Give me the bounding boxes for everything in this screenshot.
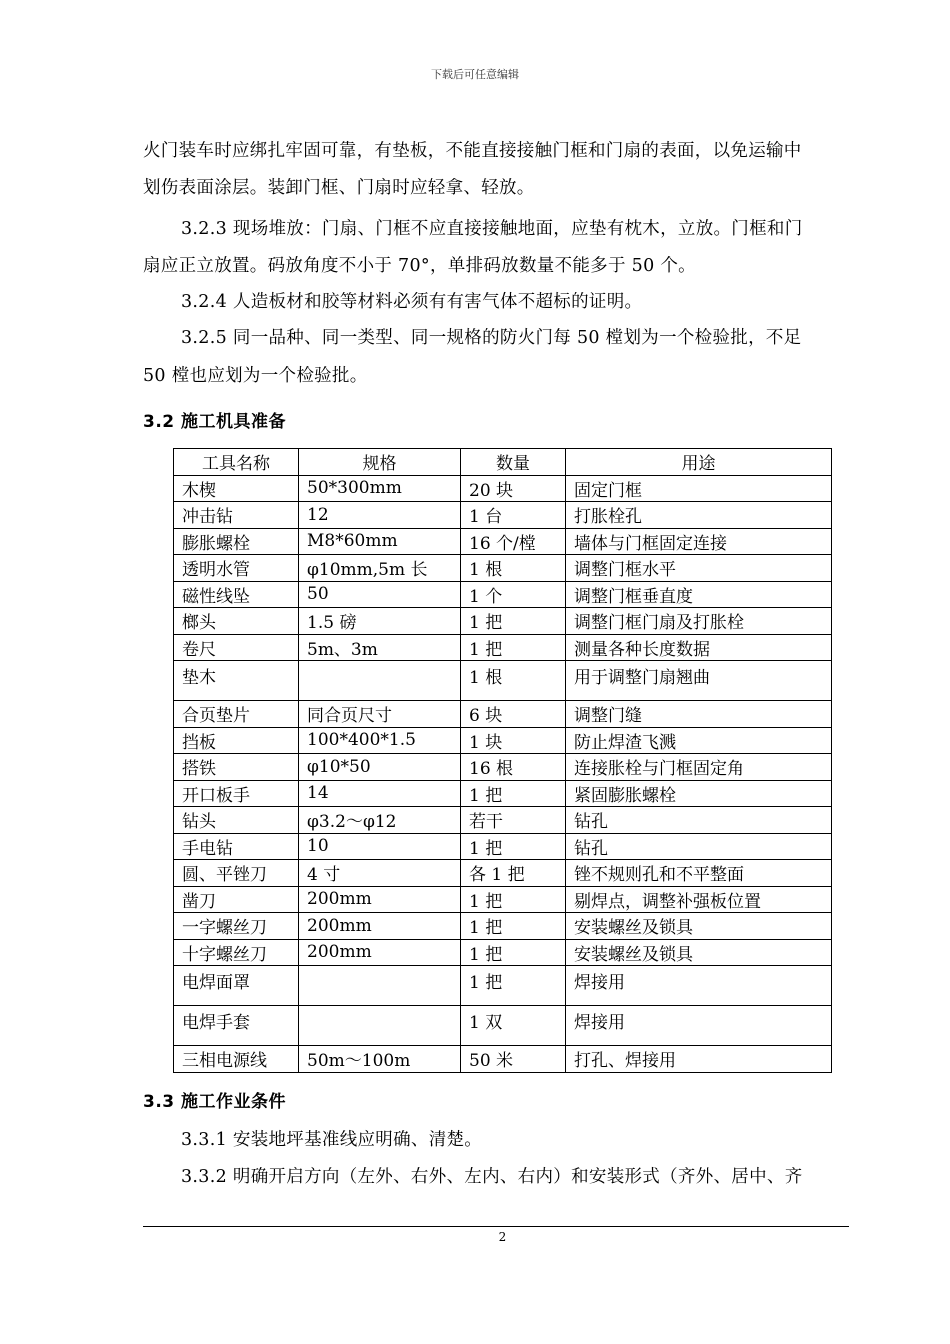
- cell-tool-name: 圆、平锉刀: [174, 860, 299, 887]
- cell-quantity: 1 把: [461, 966, 566, 1006]
- tools-table: [173, 448, 832, 1073]
- cell-tool-name: 手电钻: [174, 833, 299, 860]
- cell-quantity: 16 根: [461, 754, 566, 781]
- column-header: 规格: [299, 449, 461, 476]
- paragraph-line: 50 樘也应划为一个检验批。: [143, 366, 368, 386]
- cell-tool-name: 卷尺: [174, 634, 299, 661]
- table-row: [174, 780, 832, 807]
- cell-quantity: 1 个: [461, 581, 566, 608]
- cell-spec: φ10*50: [299, 754, 461, 781]
- table-row: [174, 608, 832, 635]
- paragraph-line: 3.2.5 同一品种、同一类型、同一规格的防火门每 50 樘划为一个检验批，不足: [181, 328, 802, 348]
- cell-purpose: 打孔、焊接用: [566, 1046, 832, 1073]
- table-row: [174, 502, 832, 529]
- table-row: [174, 528, 832, 555]
- cell-tool-name: 合页垫片: [174, 701, 299, 728]
- cell-tool-name: 透明水管: [174, 555, 299, 582]
- table-row: [174, 966, 832, 1006]
- cell-purpose: 固定门框: [566, 475, 832, 502]
- cell-purpose: 焊接用: [566, 1006, 832, 1046]
- cell-purpose: 安装螺丝及锁具: [566, 939, 832, 966]
- cell-tool-name: 垫木: [174, 661, 299, 701]
- cell-spec: [299, 1006, 461, 1046]
- cell-purpose: 焊接用: [566, 966, 832, 1006]
- cell-purpose: 调整门缝: [566, 701, 832, 728]
- table-row: [174, 833, 832, 860]
- cell-spec: 200mm: [299, 886, 461, 913]
- cell-spec: 5m、3m: [299, 634, 461, 661]
- cell-purpose: 紧固膨胀螺栓: [566, 780, 832, 807]
- table-row: [174, 939, 832, 966]
- cell-quantity: 若干: [461, 807, 566, 834]
- table-row: [174, 661, 832, 701]
- cell-purpose: 调整门框水平: [566, 555, 832, 582]
- table-row: [174, 913, 832, 940]
- cell-spec: 200mm: [299, 939, 461, 966]
- cell-quantity: 1 把: [461, 634, 566, 661]
- cell-purpose: 连接胀栓与门框固定角: [566, 754, 832, 781]
- paragraph-line: 扇应正立放置。码放角度不小于 70°，单排码放数量不能多于 50 个。: [143, 256, 696, 276]
- cell-tool-name: 木楔: [174, 475, 299, 502]
- cell-spec: φ3.2～φ12: [299, 807, 461, 834]
- cell-spec: M8*60mm: [299, 528, 461, 555]
- column-header: 数量: [461, 449, 566, 476]
- cell-spec: 50*300mm: [299, 475, 461, 502]
- table-row: [174, 581, 832, 608]
- cell-purpose: 调整门框门扇及打胀栓: [566, 608, 832, 635]
- cell-tool-name: 电焊面罩: [174, 966, 299, 1006]
- cell-tool-name: 三相电源线: [174, 1046, 299, 1073]
- cell-quantity: 16 个/樘: [461, 528, 566, 555]
- cell-spec: 14: [299, 780, 461, 807]
- cell-tool-name: 榔头: [174, 608, 299, 635]
- cell-tool-name: 挡板: [174, 727, 299, 754]
- column-header: 用途: [566, 449, 832, 476]
- cell-tool-name: 搭铁: [174, 754, 299, 781]
- table-row: [174, 1006, 832, 1046]
- cell-quantity: 1 把: [461, 833, 566, 860]
- cell-tool-name: 电焊手套: [174, 1006, 299, 1046]
- cell-spec: [299, 966, 461, 1006]
- table-row: [174, 555, 832, 582]
- cell-tool-name: 一字螺丝刀: [174, 913, 299, 940]
- cell-purpose: 锉不规则孔和不平整面: [566, 860, 832, 887]
- cell-purpose: 钻孔: [566, 807, 832, 834]
- cell-tool-name: 磁性线坠: [174, 581, 299, 608]
- table-row: [174, 727, 832, 754]
- cell-spec: φ10mm,5m 长: [299, 555, 461, 582]
- cell-quantity: 1 把: [461, 608, 566, 635]
- cell-quantity: 6 块: [461, 701, 566, 728]
- paragraph-line: 3.2.3 现场堆放：门扇、门框不应直接接触地面，应垫有枕木，立放。门框和门: [181, 219, 803, 239]
- cell-spec: 100*400*1.5: [299, 727, 461, 754]
- cell-spec: 50: [299, 581, 461, 608]
- cell-quantity: 1 把: [461, 886, 566, 913]
- table-row: [174, 475, 832, 502]
- cell-quantity: 1 把: [461, 780, 566, 807]
- section-heading-tools: 3.2 施工机具准备: [143, 412, 287, 432]
- cell-quantity: 各 1 把: [461, 860, 566, 887]
- cell-purpose: 安装螺丝及锁具: [566, 913, 832, 940]
- cell-quantity: 1 台: [461, 502, 566, 529]
- cell-quantity: 50 米: [461, 1046, 566, 1073]
- cell-spec: 12: [299, 502, 461, 529]
- cell-tool-name: 冲击钻: [174, 502, 299, 529]
- cell-spec: 10: [299, 833, 461, 860]
- table-header-row: [174, 449, 832, 476]
- page-header: 下载后可任意编辑: [431, 68, 519, 81]
- cell-purpose: 防止焊渣飞溅: [566, 727, 832, 754]
- cell-spec: 同合页尺寸: [299, 701, 461, 728]
- cell-tool-name: 钻头: [174, 807, 299, 834]
- cell-spec: 200mm: [299, 913, 461, 940]
- cell-quantity: 1 根: [461, 555, 566, 582]
- table-row: [174, 886, 832, 913]
- cell-quantity: 20 块: [461, 475, 566, 502]
- table-row: [174, 754, 832, 781]
- cell-tool-name: 十字螺丝刀: [174, 939, 299, 966]
- cell-quantity: 1 根: [461, 661, 566, 701]
- cell-purpose: 调整门框垂直度: [566, 581, 832, 608]
- cell-quantity: 1 把: [461, 913, 566, 940]
- section-heading-conditions: 3.3 施工作业条件: [143, 1092, 287, 1112]
- table-row: [174, 701, 832, 728]
- footer-divider: [143, 1226, 849, 1227]
- paragraph-line: 3.3.2 明确开启方向（左外、右外、左内、右内）和安装形式（齐外、居中、齐: [181, 1167, 803, 1187]
- cell-spec: 50m～100m: [299, 1046, 461, 1073]
- cell-purpose: 用于调整门扇翘曲: [566, 661, 832, 701]
- cell-quantity: 1 块: [461, 727, 566, 754]
- cell-purpose: 测量各种长度数据: [566, 634, 832, 661]
- table-row: [174, 860, 832, 887]
- table-row: [174, 807, 832, 834]
- column-header: 工具名称: [174, 449, 299, 476]
- cell-purpose: 钻孔: [566, 833, 832, 860]
- page-number: 2: [498, 1230, 507, 1244]
- paragraph-line: 火门装车时应绑扎牢固可靠，有垫板，不能直接接触门框和门扇的表面，以免运输中: [143, 141, 802, 161]
- cell-spec: 4 寸: [299, 860, 461, 887]
- cell-purpose: 剔焊点，调整补强板位置: [566, 886, 832, 913]
- cell-tool-name: 凿刀: [174, 886, 299, 913]
- paragraph-line: 3.3.1 安装地坪基准线应明确、清楚。: [181, 1130, 483, 1150]
- paragraph-line: 3.2.4 人造板材和胶等材料必须有有害气体不超标的证明。: [181, 292, 643, 312]
- table-row: [174, 1046, 832, 1073]
- cell-quantity: 1 双: [461, 1006, 566, 1046]
- table-row: [174, 634, 832, 661]
- cell-tool-name: 开口板手: [174, 780, 299, 807]
- cell-purpose: 打胀栓孔: [566, 502, 832, 529]
- cell-spec: [299, 661, 461, 701]
- cell-spec: 1.5 磅: [299, 608, 461, 635]
- paragraph-line: 划伤表面涂层。装卸门框、门扇时应轻拿、轻放。: [143, 178, 535, 198]
- cell-purpose: 墙体与门框固定连接: [566, 528, 832, 555]
- cell-quantity: 1 把: [461, 939, 566, 966]
- cell-tool-name: 膨胀螺栓: [174, 528, 299, 555]
